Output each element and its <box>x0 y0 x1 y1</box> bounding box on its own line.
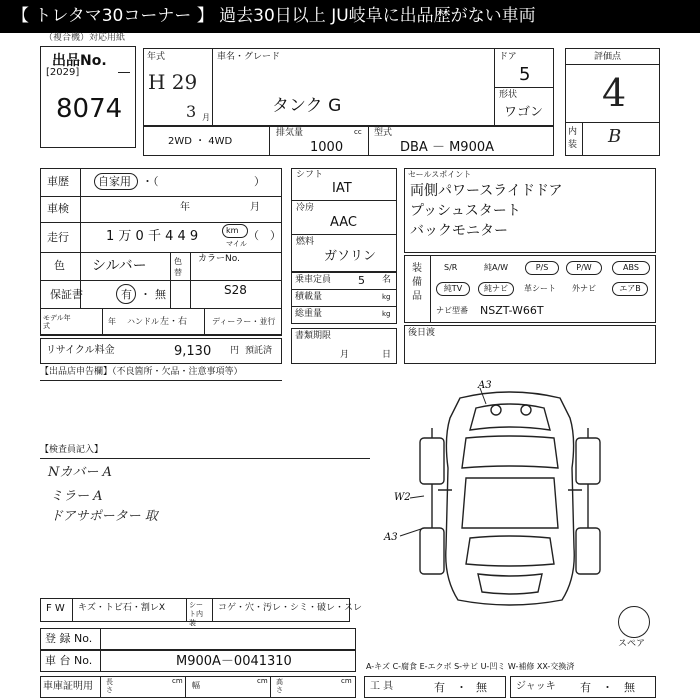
warranty-yes: 有 <box>121 288 132 301</box>
fw-text: キズ・トビ石・割レX <box>78 603 165 613</box>
equip-pw: P/W <box>566 261 602 275</box>
model-year-handle: ハンドル <box>127 317 159 326</box>
equip-airbag: エアB <box>612 282 648 296</box>
cert-cm-3: cm <box>341 677 352 685</box>
diagram-mark-left-2: A3 <box>384 532 398 543</box>
recycle-status: 預託済 <box>245 346 273 356</box>
equip-ext-navi: 外ナビ <box>572 284 596 293</box>
score-value: 4 <box>602 71 627 115</box>
displacement-label: 排気量 <box>276 128 304 138</box>
tools-label: 工 具 <box>370 681 394 692</box>
lot-label: 出品No. <box>52 53 107 69</box>
cert-length: 長さ <box>106 678 113 694</box>
warranty-label: 保証書 <box>50 288 83 301</box>
model-value: DBA － M900A <box>400 140 495 155</box>
reg-deadline-unit: 月 <box>340 350 350 360</box>
sales-points-label: セールスポイント <box>408 170 472 179</box>
capacity-label: 乗車定員 <box>295 275 332 285</box>
chassis-label: 車 台 No. <box>45 654 93 667</box>
capacity-value: 5 <box>358 274 365 287</box>
color-value: シルバー <box>92 258 147 274</box>
spare-label: スペア <box>618 639 646 649</box>
equip-aw: 純A/W <box>484 263 509 272</box>
year-label: 年式 <box>147 52 166 62</box>
cert-cm-1: cm <box>172 677 183 685</box>
mileage-unit-mile: マイル <box>226 240 247 248</box>
fuel-label: 燃料 <box>296 237 315 247</box>
year-month: 3 <box>186 102 197 121</box>
tools-no: 無 <box>476 681 487 694</box>
mileage-paren: （ <box>248 229 259 242</box>
color-no: S28 <box>224 283 247 297</box>
jack-yes: 有 <box>580 681 591 694</box>
damage-legend: A-キズ C-腐食 E-エクボ S-サビ U-凹ミ W-補修 XX-交換済 <box>366 662 575 671</box>
reg-deadline-day: 日 <box>382 350 392 360</box>
capacity-unit: 名 <box>382 275 392 285</box>
inspection-month: 月 <box>250 202 260 213</box>
model-year-year: 年 <box>108 317 116 326</box>
diagram-mark-top: A3 <box>478 380 492 391</box>
doors-value: 5 <box>519 64 531 85</box>
chassis-value: M900A－0041310 <box>176 654 292 669</box>
cert-height: 高さ <box>276 678 283 694</box>
tools-sep: ・ <box>456 681 467 694</box>
rear-label: 後日渡 <box>408 328 436 338</box>
load-label: 積載量 <box>295 292 323 302</box>
aircon-label: 冷房 <box>296 203 315 213</box>
inspector-note-2: ミラー A <box>50 489 103 504</box>
warranty-sep: ・ <box>140 288 151 301</box>
recycle-value: 9,130 <box>174 344 212 359</box>
load-unit: kg <box>382 293 391 301</box>
reg-deadline-label: 書類期限 <box>295 331 332 341</box>
jack-sep: ・ <box>602 681 613 694</box>
equipment-label: 装備品 <box>412 263 422 302</box>
total-weight-unit: kg <box>382 310 391 318</box>
spare-tire-icon <box>618 606 650 638</box>
tools-yes: 有 <box>434 681 445 694</box>
inspector-note-3: ドアサポーター 取 <box>50 509 158 524</box>
displacement-value: 1000 <box>310 140 344 155</box>
warranty-no: 無 <box>155 288 166 301</box>
model-year-lr: 左・右 <box>160 317 188 327</box>
model-year-label: モデル年式 <box>43 314 71 330</box>
nav-model-value: NSZT-W66T <box>480 304 544 317</box>
recycle-label: リサイクル料金 <box>46 345 115 356</box>
shift-value: IAT <box>332 181 352 196</box>
equip-sr: S/R <box>444 263 458 272</box>
cert-width: 幅 <box>192 681 200 690</box>
remarks-label: 【出品店申告欄】（不良箇所・欠品・注意事項等） <box>40 367 243 377</box>
year-month-unit: 月 <box>202 113 210 122</box>
shift-label: シフト <box>296 170 324 180</box>
banner-text: 【 トレタマ30コーナー 】 過去30日以上 JU岐阜に出品歴がない車両 <box>12 6 536 26</box>
title-banner <box>0 0 700 33</box>
sales-point-2: プッシュスタート <box>410 203 521 219</box>
aircon-value: AAC <box>330 215 357 230</box>
drive-value: 2WD ・ 4WD <box>168 136 233 147</box>
year-value: H 29 <box>148 70 198 94</box>
score-label: 評価点 <box>594 52 622 62</box>
inspector-label: 【検査員記入】 <box>40 445 104 455</box>
cert-label: 車庫証明用 <box>43 681 93 692</box>
interior-value: B <box>608 126 622 147</box>
rear-box <box>404 325 656 364</box>
equip-navi: 純ナビ <box>478 282 514 296</box>
form-subheader: （複合機）対応用紙 <box>44 33 126 43</box>
lot-code: [2029] <box>46 67 80 78</box>
history-label: 車歴 <box>47 175 69 188</box>
lot-number: 8074 <box>56 94 123 124</box>
doors-label: ドア <box>499 52 517 62</box>
mileage-digits: 1 万 0 千 4 4 9 <box>106 229 199 244</box>
history-close: ） <box>254 175 265 188</box>
registration-label: 登 録 No. <box>45 632 93 645</box>
interior-label: 内装 <box>568 127 578 150</box>
model-label: 型式 <box>374 128 393 138</box>
color-label: 色 <box>54 259 65 272</box>
inspection-year: 年 <box>180 202 190 213</box>
history-suffix: ・（ <box>142 175 159 188</box>
nav-model-label: ナビ型番 <box>436 306 468 315</box>
diagram-mark-left: W2 <box>394 492 411 503</box>
car-damage-diagram <box>380 378 640 618</box>
mileage-label: 走行 <box>47 231 69 244</box>
fw-interior-label: シート内装 <box>189 601 203 627</box>
equip-tv: 純TV <box>436 282 470 296</box>
car-name-label: 車名・グレード <box>217 52 281 62</box>
body-type-label: 形状 <box>499 90 518 100</box>
displacement-unit: cc <box>354 128 362 136</box>
fw-interior-text: コゲ・穴・汚レ・シミ・破レ・スレ <box>218 603 363 613</box>
mileage-close: ） <box>270 229 281 242</box>
sales-point-3: バックモニター <box>410 223 508 239</box>
equip-ps: P/S <box>525 261 559 275</box>
fw-label: F W <box>46 603 65 614</box>
inspector-note-1: Nカバー A <box>48 465 112 480</box>
jack-label: ジャッキ <box>516 681 556 692</box>
color-no-label: カラーNo. <box>198 254 240 264</box>
recycle-unit: 円 <box>230 346 240 356</box>
equip-leather: 革シート <box>524 284 556 293</box>
fuel-value: ガソリン <box>324 249 377 264</box>
sales-point-1: 両側パワースライドドア <box>410 183 563 199</box>
model-year-dealer: ディーラー・並行 <box>212 317 276 326</box>
history-value: 自家用 <box>98 175 131 188</box>
mileage-unit-km: km <box>226 226 239 235</box>
equip-abs: ABS <box>612 261 650 275</box>
color-change: 色替 <box>174 257 182 277</box>
cert-cm-2: cm <box>257 677 268 685</box>
jack-no: 無 <box>624 681 635 694</box>
inspection-label: 車検 <box>47 202 69 215</box>
body-type-value: ワゴン <box>504 105 544 120</box>
car-name-value: タンク G <box>272 96 342 116</box>
total-weight-label: 総重量 <box>295 309 323 319</box>
